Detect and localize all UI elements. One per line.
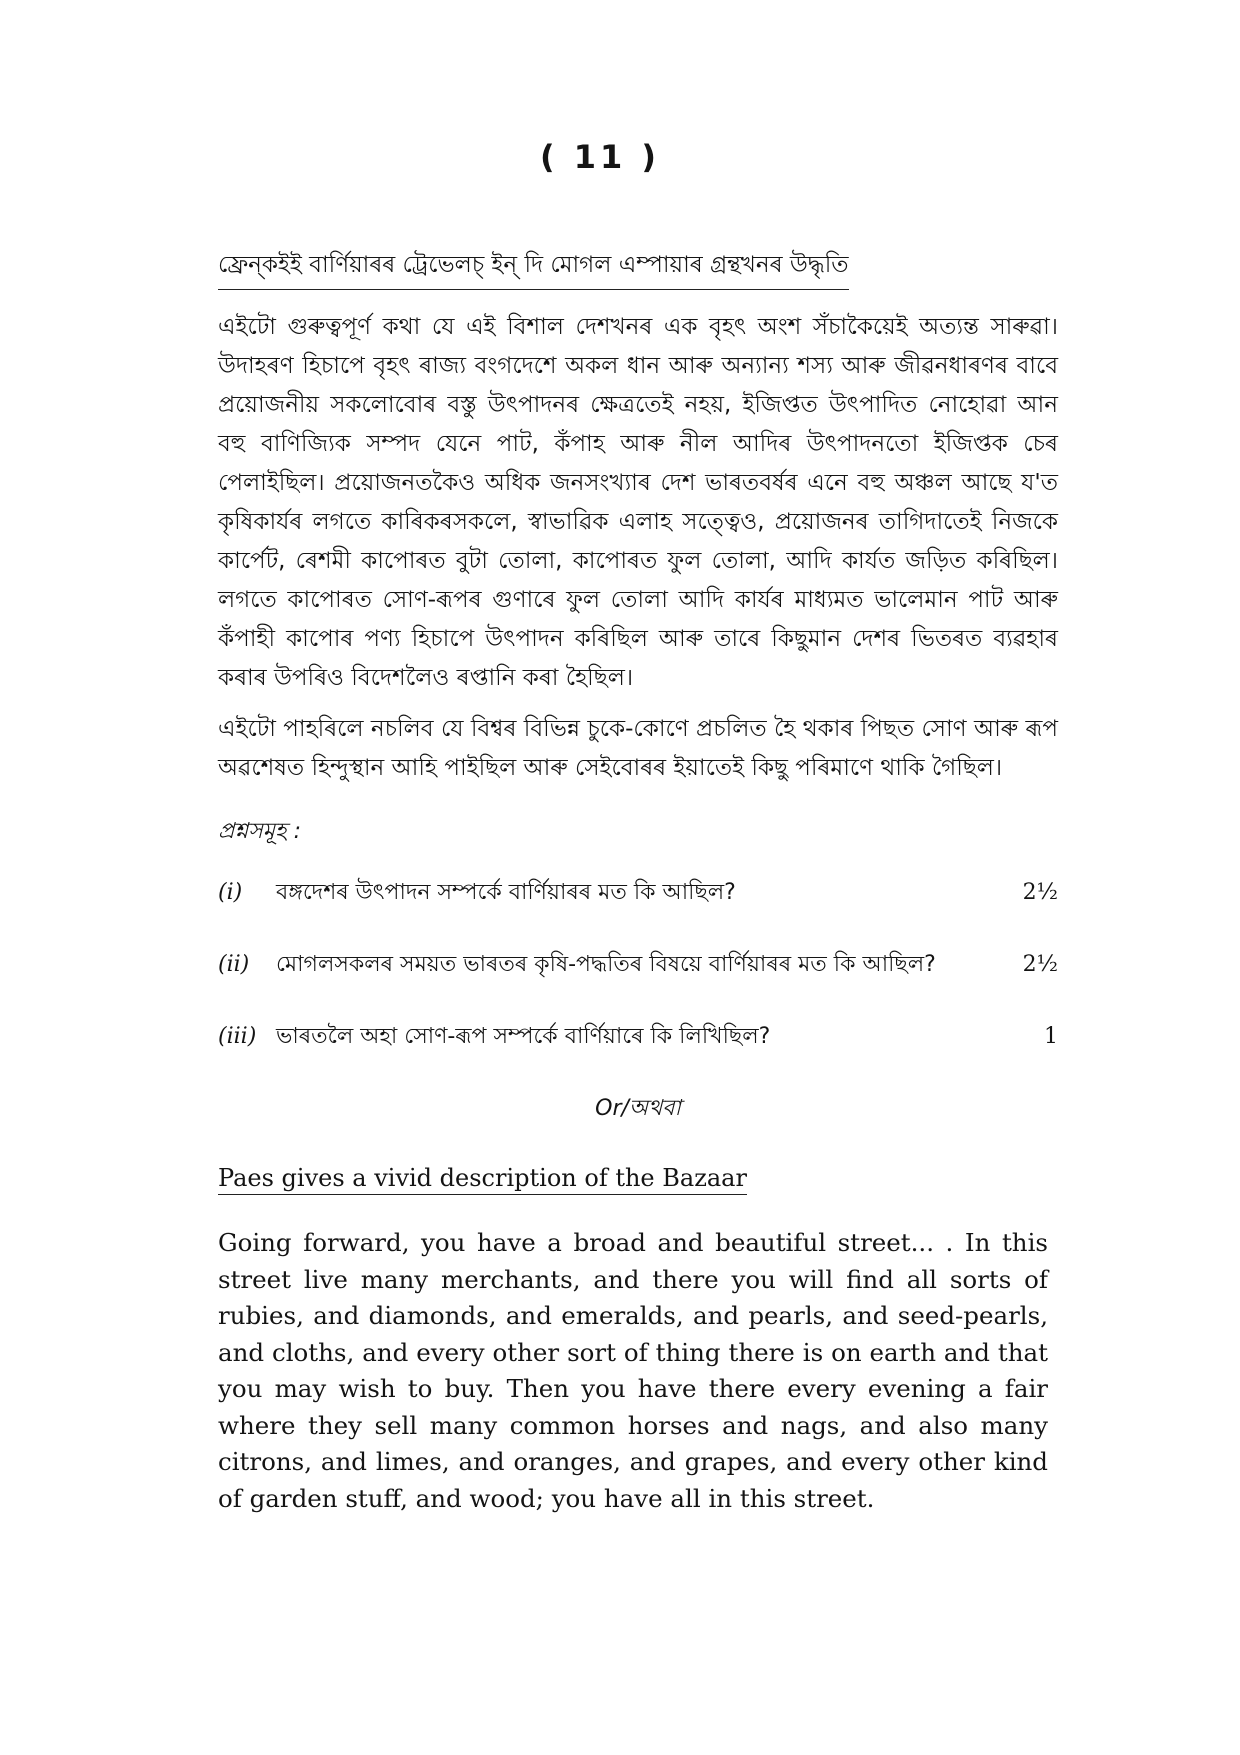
assamese-paragraph-1: এইটো গুৰুত্বপূৰ্ণ কথা যে এই বিশাল দেশখনৰ এক বৃহৎ অংশ সঁচাকৈয়েই অত্যন্ত সাৰুৱা। উদাহৰণ হিচাপে বৃহৎ ৰাজ্য বংগদেশে অকল ধান আৰু অন্যান্য শস্য আৰু জীৱনধাৰণৰ বাবে প্ৰয়োজনীয় সকলোবোৰ বস্তু উৎপাদনৰ ক্ষেত্ৰতেই নহয়, ইজিপ্তত উৎপাদিত নোহোৱা আন বহু বাণিজ্যিক সম্পদ যেনে পাট, কঁপাহ আৰু নীল আদিৰ উৎপাদনতো ইজিপ্তক চেৰ পেলাইছিল। প্ৰয়োজনতকৈও অধিক জনসংখ্যাৰ দেশ ভাৰতবৰ্ষৰ এনে বহু অঞ্চল আছে য'ত কৃষিকাৰ্যৰ লগতে কাৰিকৰসকলে, স্বাভাৱিক এলাহ সত্ত্বেও, প্ৰয়োজনৰ তাগিদাতেই নিজকে কাৰ্পেট, ৰেশমী কাপোৰত বুটা তোলা, কাপোৰত ফুল তোলা, আদি কাৰ্যত জড়িত কৰিছিল। লগতে কাপোৰত সোণ-ৰূপৰ গুণাৰে ফুল তোলা আদি কাৰ্যৰ মাধ্যমত ভালেমান পাট আৰু কঁপাহী কাপোৰ পণ্য হিচাপে উৎপাদন কৰিছিল আৰু তাৰে কিছুমান দেশৰ ভিতৰত ব্যৱহাৰ কৰাৰ উপৰিও বিদেশলৈও ৰপ্তানি কৰা হৈছিল। [218, 314, 1058, 691]
or-divider: Or/অথবা [595, 1096, 681, 1121]
question-text: বঙ্গদেশৰ উৎপাদন সম্পৰ্কে বাৰ্ণিয়াৰৰ মত কি আছিল? [276, 880, 736, 905]
question-text: ভাৰতলৈ অহা সোণ-ৰূপ সম্পৰ্কে বাৰ্ণিয়াৰে কি লিখিছিল? [276, 1024, 771, 1049]
page-number: ( 11 ) [539, 138, 661, 176]
question-marks: 2½ [1022, 952, 1058, 977]
assamese-paragraph-2: এইটো পাহৰিলে নচলিব যে বিশ্বৰ বিভিন্ন চুকে-কোণে প্ৰচলিত হৈ থকাৰ পিছত সোণ আৰু ৰূপ অৱশেষত হিন্দুস্থান আহি পাইছিল আৰু সেইবোৰৰ ইয়াতেই কিছু পৰিমাণে থাকি গৈছিল। [218, 716, 1058, 781]
assamese-section [218, 246, 1058, 1517]
assamese-passage-title: ফ্ৰেন্কইই বাৰ্ণিয়াৰৰ ট্ৰেভেলচ্ ইন্ দি মোগল এম্পায়াৰ গ্ৰন্থখনৰ উদ্ধৃতি [218, 246, 849, 290]
question-marks: 1 [1044, 1024, 1058, 1049]
question-marks: 2½ [1022, 880, 1058, 905]
question-number: (i) [218, 880, 243, 905]
questions-heading: প্ৰশ্নসমূহ : [218, 819, 301, 844]
question-number: (ii) [218, 952, 250, 977]
english-passage-title: Paes gives a vivid description of the Bazaar [218, 1164, 747, 1195]
question-text: মোগলসকলৰ সময়ত ভাৰতৰ কৃষি-পদ্ধতিৰ বিষয়ে বাৰ্ণিয়াৰৰ মত কি আছিল? [276, 952, 936, 977]
question-item [218, 875, 1058, 912]
question-number: (iii) [218, 1024, 257, 1049]
question-item [218, 1019, 1058, 1056]
question-item [218, 947, 1058, 984]
english-paragraph: Going forward, you have a broad and beautiful street... . In this street live many merchants, and there you will find all sorts of rubies, and diamonds, and emeralds, and pearls, and seed-pearls, and cloths, and every other sort of thing there is on earth and that you may wish to buy. Then you have there every evening a fair where they sell many common horses and nags, and also many citrons, and limes, and oranges, and grapes, and every other kind of garden stuff, and wood; you have all in this street. [218, 1228, 1048, 1513]
